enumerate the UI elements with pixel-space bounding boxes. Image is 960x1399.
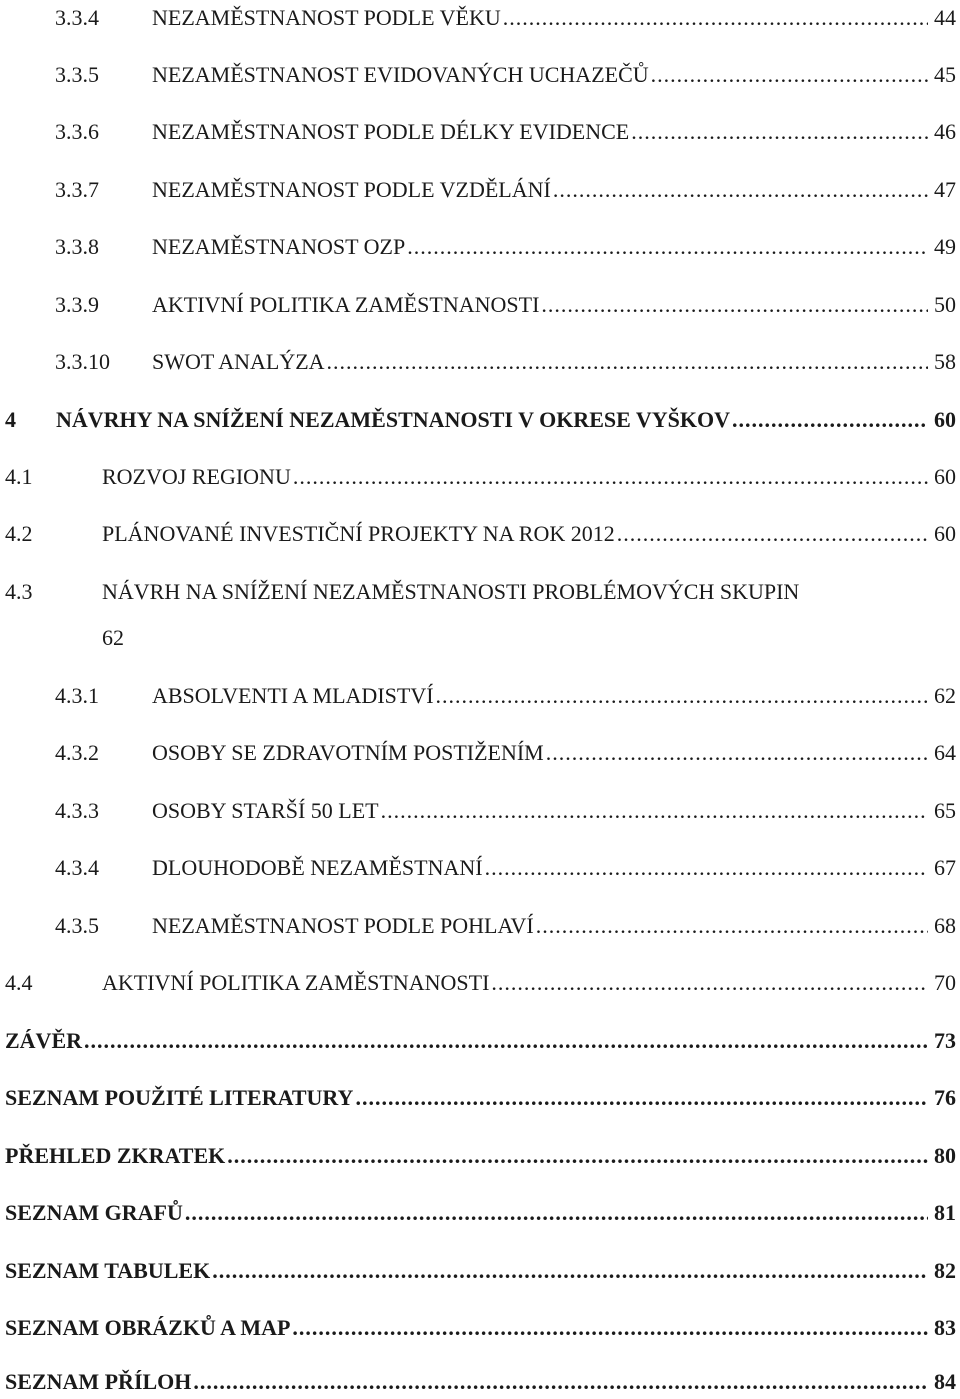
toc-entry-page: 50: [934, 292, 956, 317]
toc-entry-page: 82: [934, 1258, 956, 1283]
toc-chapter-entry[interactable]: [0, 1025, 956, 1057]
toc-entry[interactable]: [0, 461, 956, 493]
toc-entry-number: 4.3.1: [55, 683, 99, 708]
toc-entry-page: 60: [934, 407, 956, 432]
toc-leader-dots: [407, 231, 928, 263]
toc-entry[interactable]: [0, 737, 956, 769]
toc-entry-page: 49: [934, 234, 956, 259]
toc-entry-title: SEZNAM OBRÁZKŮ A MAP: [5, 1315, 291, 1340]
toc-entry-number: 3.3.9: [55, 292, 99, 317]
toc-entry-title: SWOT ANALÝZA: [152, 349, 325, 374]
toc-leader-dots: [491, 967, 928, 999]
toc-entry-title: NEZAMĚSTNANOST EVIDOVANÝCH UCHAZEČŮ: [152, 62, 649, 87]
toc-leader-dots: [553, 174, 928, 206]
toc-entry-page: 70: [934, 970, 956, 995]
toc-entry[interactable]: [0, 852, 956, 884]
toc-entry-page: 47: [934, 177, 956, 202]
toc-entry-title: NÁVRH NA SNÍŽENÍ NEZAMĚSTNANOSTI PROBLÉMOVÝCH SKUPIN: [102, 579, 800, 604]
toc-entry-title: NÁVRHY NA SNÍŽENÍ NEZAMĚSTNANOSTI V OKRESE VYŠKOV: [56, 407, 731, 432]
toc-entry-page: 44: [934, 5, 956, 30]
toc-entry-page: 81: [934, 1200, 956, 1225]
toc-entry-page: 58: [934, 349, 956, 374]
toc-entry[interactable]: [0, 289, 956, 321]
toc-chapter-entry[interactable]: [0, 404, 956, 436]
toc-entry-title: NEZAMĚSTNANOST PODLE POHLAVÍ: [152, 913, 534, 938]
toc-entry-title: OSOBY SE ZDRAVOTNÍM POSTIŽENÍM: [152, 740, 544, 765]
toc-entry-number: 3.3.6: [55, 119, 99, 144]
toc-entry-title: ZÁVĚR: [5, 1028, 83, 1053]
toc-entry-title: AKTIVNÍ POLITIKA ZAMĚSTNANOSTI: [152, 292, 540, 317]
toc-entry-page: 46: [934, 119, 956, 144]
toc-entry-number: 3.3.4: [55, 5, 99, 30]
toc-entry-title: ROZVOJ REGIONU: [102, 464, 291, 489]
toc-entry-number: 3.3.7: [55, 177, 99, 202]
toc-entry-number: 4.3.2: [55, 740, 99, 765]
toc-leader-dots: [327, 346, 928, 378]
toc-entry[interactable]: [0, 518, 956, 550]
toc-leader-dots: [503, 2, 928, 34]
toc-entry-page: 68: [934, 913, 956, 938]
toc-entry-page: 62: [934, 683, 956, 708]
toc-leader-dots: [381, 795, 928, 827]
toc-entry-continuation: [0, 622, 956, 654]
toc-entry-title: SEZNAM POUŽITÉ LITERATURY: [5, 1085, 354, 1110]
toc-entry-page: 60: [934, 464, 956, 489]
toc-entry-title: NEZAMĚSTNANOST PODLE VZDĚLÁNÍ: [152, 177, 551, 202]
toc-entry-page: 60: [934, 521, 956, 546]
toc-leader-dots: [185, 1197, 928, 1229]
toc-entry-number: 4.3.5: [55, 913, 99, 938]
toc-leader-dots: [355, 1082, 928, 1114]
toc-chapter-entry[interactable]: [0, 1082, 956, 1114]
toc-entry[interactable]: [0, 116, 956, 148]
toc-entry-page: 64: [934, 740, 956, 765]
toc-entry-number: 4.3.4: [55, 855, 99, 880]
toc-leader-dots: [292, 1312, 928, 1344]
toc-entry-number: 4.1: [5, 464, 33, 489]
toc-chapter-entry[interactable]: [0, 1366, 956, 1398]
toc-entry[interactable]: [0, 576, 956, 608]
toc-entry-page: 84: [934, 1369, 956, 1394]
toc-entry[interactable]: [0, 910, 956, 942]
toc-leader-dots: [546, 737, 928, 769]
toc-leader-dots: [84, 1025, 928, 1057]
toc-entry-page: 62: [102, 625, 124, 650]
toc-leader-dots: [651, 59, 928, 91]
toc-entry-title: PLÁNOVANÉ INVESTIČNÍ PROJEKTY NA ROK 2012: [102, 521, 615, 546]
toc-entry-page: 76: [934, 1085, 956, 1110]
toc-leader-dots: [193, 1366, 928, 1398]
toc-leader-dots: [732, 404, 928, 436]
toc-entry-page: 73: [934, 1028, 956, 1053]
toc-chapter-entry[interactable]: [0, 1197, 956, 1229]
toc-entry-number: 4.2: [5, 521, 33, 546]
toc-entry-title: NEZAMĚSTNANOST PODLE DÉLKY EVIDENCE: [152, 119, 630, 144]
toc-leader-dots: [485, 852, 928, 884]
toc-entry-title: ABSOLVENTI A MLADISTVÍ: [152, 683, 434, 708]
toc-entry[interactable]: [0, 795, 956, 827]
toc-entry-number: 3.3.5: [55, 62, 99, 87]
toc-entry-title: AKTIVNÍ POLITIKA ZAMĚSTNANOSTI: [102, 970, 490, 995]
toc-entry[interactable]: [0, 680, 956, 712]
toc-entry-page: 45: [934, 62, 956, 87]
toc-leader-dots: [212, 1255, 928, 1287]
toc-leader-dots: [536, 910, 928, 942]
toc-entry-title: NEZAMĚSTNANOST PODLE VĚKU: [152, 5, 501, 30]
toc-entry-number: 3.3.10: [55, 349, 110, 374]
toc-leader-dots: [631, 116, 928, 148]
toc-entry[interactable]: [0, 59, 956, 91]
toc-entry-page: 67: [934, 855, 956, 880]
toc-entry-title: OSOBY STARŠÍ 50 LET: [152, 798, 379, 823]
toc-chapter-entry[interactable]: [0, 1312, 956, 1344]
toc-entry-page: 80: [934, 1143, 956, 1168]
toc-entry[interactable]: [0, 231, 956, 263]
toc-entry-title: NEZAMĚSTNANOST OZP: [152, 234, 406, 259]
toc-entry-number: 3.3.8: [55, 234, 99, 259]
toc-entry[interactable]: [0, 967, 956, 999]
toc-leader-dots: [293, 461, 928, 493]
toc-leader-dots: [227, 1140, 928, 1172]
toc-entry-title: SEZNAM GRAFŮ: [5, 1200, 183, 1225]
toc-entry-page: 83: [934, 1315, 956, 1340]
toc-leader-dots: [541, 289, 928, 321]
toc-entry[interactable]: [0, 2, 956, 34]
toc-entry-title: SEZNAM PŘÍLOH: [5, 1369, 192, 1394]
toc-entry[interactable]: [0, 174, 956, 206]
toc-chapter-entry[interactable]: [0, 1255, 956, 1287]
toc-entry-number: 4: [5, 407, 16, 432]
toc-entry-number: 4.4: [5, 970, 33, 995]
toc-chapter-entry[interactable]: [0, 1140, 956, 1172]
toc-entry-title: SEZNAM TABULEK: [5, 1258, 211, 1283]
toc-entry-page: 65: [934, 798, 956, 823]
toc-entry-title: PŘEHLED ZKRATEK: [5, 1143, 226, 1168]
toc-leader-dots: [617, 518, 928, 550]
toc-entry-number: 4.3: [5, 579, 33, 604]
toc-entry-number: 4.3.3: [55, 798, 99, 823]
toc-entry-title: DLOUHODOBĚ NEZAMĚSTNANÍ: [152, 855, 483, 880]
toc-entry[interactable]: [0, 346, 956, 378]
toc-leader-dots: [436, 680, 928, 712]
